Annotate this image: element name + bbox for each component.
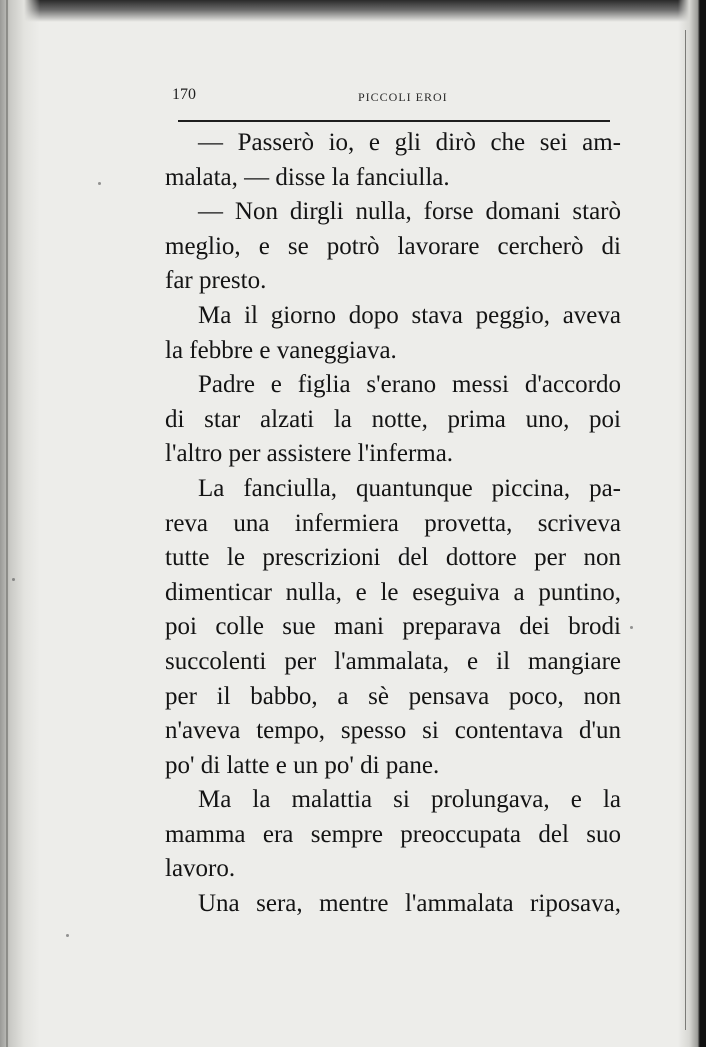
text-line: po' di latte e un po' di pane. [165,751,440,779]
text-line: Ma il giorno dopo stava peggio, aveva [198,301,621,329]
text-line: — Passerò io, e gli dirò che sei am- [198,129,621,156]
header-rule [178,120,610,122]
text-line: la febbre e vaneggiava. [165,336,397,364]
scan-speck [12,578,15,581]
text-line: per il babbo, a sè pensava poco, non [165,682,621,710]
text-line: meglio, e se potrò lavorare cercherò di [165,232,621,260]
text-line: l'altro per assistere l'inferma. [165,440,454,468]
text-line: lavoro. [165,855,236,883]
text-line: far presto. [165,267,267,295]
page-edge-right [678,0,706,1047]
text-line: Padre e figlia s'erano messi d'accordo [198,371,621,399]
body-text [165,126,621,922]
text-line: Una sera, mentre l'ammalata riposava, [198,890,621,918]
scan-speck [66,934,69,937]
text-line: succolenti per l'ammalata, e il mangiare [165,647,621,675]
text-line: dimenticar nulla, e le eseguiva a puntino, [165,578,621,606]
running-title: PICCOLI EROI [358,90,448,104]
text-line: mamma era sempre preoccupata del suo [165,820,621,848]
text-line: n'aveva tempo, spesso si contentava d'un [165,717,621,745]
page-header [172,86,612,110]
text-line: di star alzati la notte, prima uno, poi [165,405,621,433]
page-number: 170 [172,86,196,103]
page-edge-line [685,30,686,1030]
binding-line [6,0,8,1047]
scan-speck [98,182,101,185]
text-line: malata, — disse la fanciulla. [165,163,450,191]
text-line: Ma la malattia si prolungava, e la [198,786,621,814]
text-line: — Non dirgli nulla, forse domani starò [198,198,621,226]
scan-top-shadow [0,0,706,22]
text-line: poi colle sue mani preparava dei brodi [165,613,621,641]
text-line: reva una infermiera provetta, scriveva [165,509,621,537]
text-line: La fanciulla, quantunque piccina, pa- [198,474,621,502]
text-line: tutte le prescrizioni del dottore per non [165,544,621,572]
scan-speck [630,626,633,629]
